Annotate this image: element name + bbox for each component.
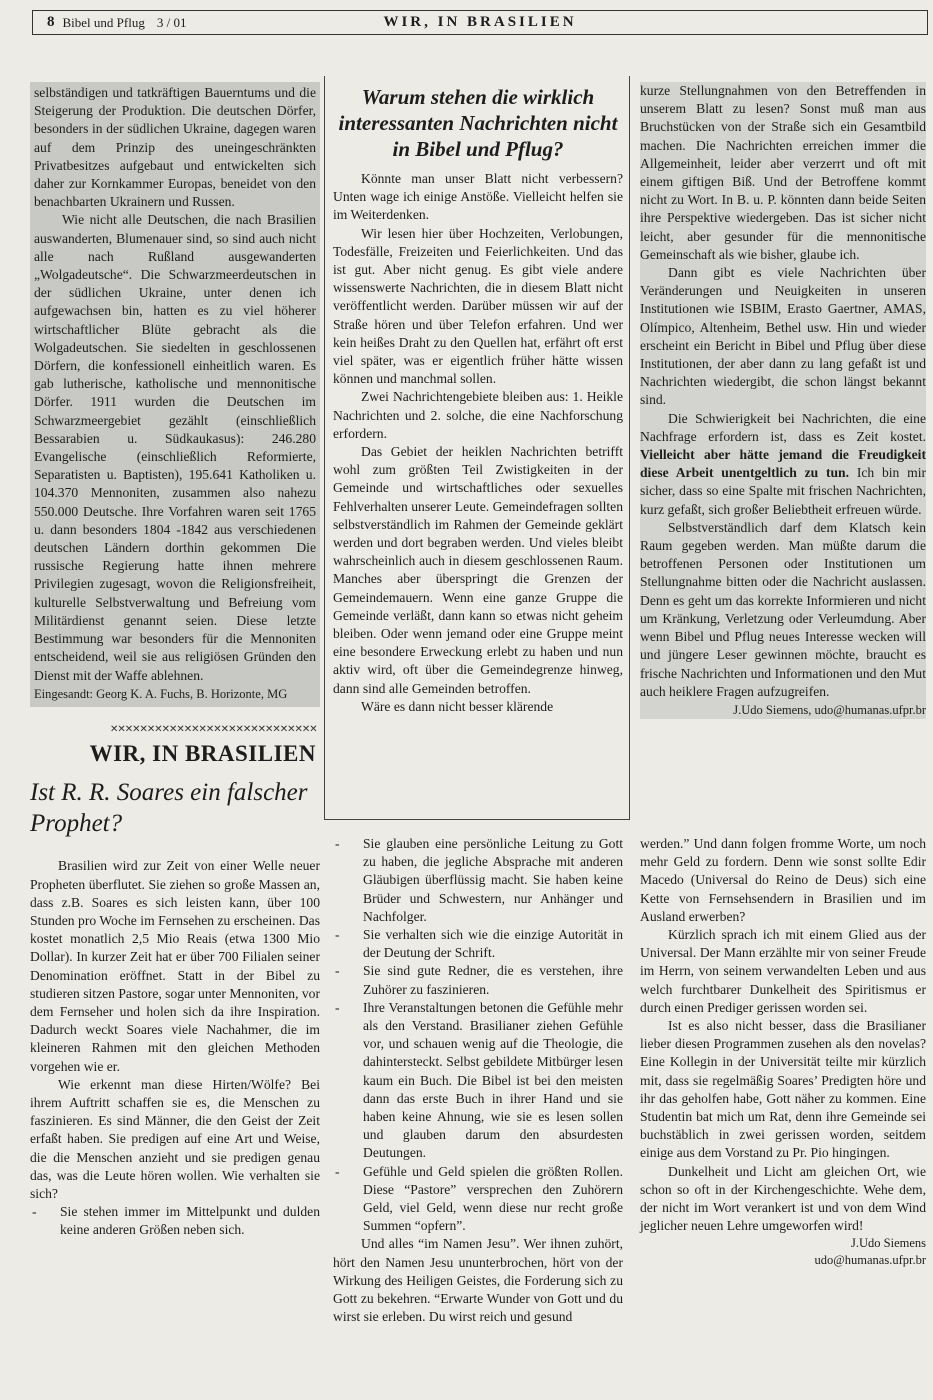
article-paragraph: werden.” Und dann folgen fromme Worte, um noch mehr Geld zu fordern. Denn wie sonst sollte Edir Macedo (Universal do Reino de Deus) sich eine Kette von Fernsehsendern in Brasilien und im Ausland erwerben?	[640, 836, 926, 924]
article-paragraph: Kürzlich sprach ich mit einem Glied aus der Universal. Der Mann erzählte mir von seiner Freude im Herrn, von seinem verwandelten Leben und aus welch furchtbarer Dunkelheit des Spiritismus er durch einen Prediger gerissen worden sei.	[640, 927, 926, 1015]
page-header	[32, 10, 928, 35]
decorative-divider: ✕✕✕✕✕✕✕✕✕✕✕✕✕✕✕✕✕✕✕✕✕✕✕✕✕✕✕✕	[110, 723, 317, 735]
paragraph-text: Ich bin mir sicher, dass so eine Spalte mit frischen Nachrichten, kurz gefaßt, sich großer Beliebtheit erfreuen würde.	[640, 465, 926, 517]
column-right	[640, 82, 926, 719]
column-right-lower	[640, 835, 926, 1269]
author-name: J.Udo Siemens	[851, 1236, 926, 1251]
bullet-list	[333, 835, 623, 1235]
article-title: Ist R. R. Soares ein falscher Prophet?	[30, 779, 308, 838]
article-paragraph: Und alles “im Namen Jesu”. Wer ihnen zuhört, hört den Namen Jesu ununterbrochen, hört von der Wirkung des Heiligen Geistes, die Forderung sich zu Gott zu bekehren. “Erwarte Wunder von Gott und du wirst sie erleben. Du wirst reich und gesund	[333, 1236, 623, 1325]
publication-name: Bibel und Pflug	[62, 14, 145, 30]
list-item: - Gefühle und Geld spielen die größten Rollen. Diese “Pastore” versprechen den Zuhörern Geld, viel Geld, wenn diese nur recht große Summen “opfern”.	[333, 1163, 623, 1236]
article-paragraph: kurze Stellungnahmen von den Betreffenden in unserem Blatt zu lesen? Sonst muß man aus Bruchstücken von der Straße sich ein Gesamtbild machen. Die Nachrichten erreichen immer die Allgemeinheit, leider aber verzerrt und oft mit einem giftigen Biß. Und der Betroffene kommt nicht zu Wort. In B. u. P. könnten dann beide Seiten ihre Perspektive wiedergeben. Das ist sicher nicht leicht, aber gesunder für die mennonitische Gemeinschaft als wie bisher, glaube ich.	[640, 83, 926, 262]
article-paragraph	[640, 410, 926, 519]
header-left	[33, 14, 247, 31]
article-paragraph: Dunkelheit und Licht am gleichen Ort, wie schon so oft in der Kirchengeschichte. Wehe dem, der nicht im Wort verankert ist und von dem Wind jeglicher neuen Lehre umgeworfen wird!	[640, 1163, 926, 1234]
section-title: WIR, IN BRASILIEN	[383, 14, 577, 30]
article-paragraph: Wie erkennt man diese Hirten/Wölfe? Bei ihrem Auftritt schaffen sie es, die Menschen zu faszinieren. Es sind Männer, die den Geist der Zeit erfaßt haben. Sie predigen auf eine Art und Weise, die die Menschen anzieht und sie predigen genau das, was die Leute hören wollen. Wie verhalten sie sich?	[30, 1076, 320, 1201]
section-heading: WIR, IN BRASILIEN	[89, 741, 316, 767]
column-left	[30, 82, 320, 1240]
column-middle	[333, 82, 623, 716]
bold-text: Vielleicht aber hätte jemand die Freudigkeit diese Arbeit unentgeltlich zu tun.	[640, 447, 926, 481]
author-email: udo@humanas.ufpr.br	[814, 1253, 926, 1268]
article-paragraph: Das Gebiet der heiklen Nachrichten betrifft wohl zum größten Teil Zwistigkeiten in der Gemeinde und wirtschaftliches oder sexuelles Fehlverhalten unserer Leute. Gemeindefragen sollten selbstverständlich im Rahmen der Gemeinde geklärt werden und dort begraben werden. Und vieles bleibt wahrscheinlich auch in diesem geschlossenen Raum. Manches aber überspringt die Grenzen der Gemeindemauern. Wenn eine ganze Gruppe die Gemeinde verläßt, dann kann so etwas nicht geheim bleiben. Oder wenn jemand oder eine Gruppe meint eine besondere Erweckung erlebt zu haben und nun aktiv wird, oft über die Gemeindegrenze hinweg, dann sind alle Gemeinden betroffen.	[333, 444, 623, 696]
article-paragraph: Ist es also nicht besser, dass die Brasilianer lieber diesen Programmen zusehen als den novelas? Eine Kollegin in der Universität teilte mir kürzlich mit, dass sie regelmäßig Soares’ Predigten höre und ihr das geholfen habe, Gott näher zu kommen. Eine Studentin bat mich um Rat, denn ihre Gemeinde sei buchstäblich in zwei gerissen worden, seitdem einige aus dem Vorstand zu Pr. Pio hingingen.	[640, 1018, 926, 1161]
article-paragraph: Könnte man unser Blatt nicht verbessern? Unten wage ich einige Anstöße. Vielleicht helfen sie im Weiterdenken.	[333, 171, 623, 223]
continued-article	[30, 82, 320, 707]
article-paragraph: Wäre es dann nicht besser klärende	[361, 698, 554, 714]
list-item: - Sie verhalten sich wie die einzige Autorität in der Deutung der Schrift.	[333, 926, 623, 962]
article-paragraph: Zwei Nachrichtengebiete bleiben aus: 1. Heikle Nachrichten und 2. solche, die eine Nachforschung erfordern.	[333, 389, 623, 441]
article-title: Warum stehen die wirklich interessanten Nachrichten nicht in Bibel und Pflug?	[338, 85, 618, 161]
author-signature: J.Udo Siemens, udo@humanas.ufpr.br	[733, 702, 926, 717]
list-item: - Sie stehen immer im Mittelpunkt und dulden keine anderen Größen neben sich.	[30, 1203, 320, 1239]
article-paragraph: selbständigen und tatkräftigen Bauerntums und die Steigerung der Produktion. Die deutschen Dörfer, besonders in der südlichen Ukraine, dagegen waren auf dem Prinzip des uneingeschränkten Privatbesitzes aufgebaut und entwickelten sich daher zur Kornkammer Europas, beneidet von den benachbarten Ukrainern und Russen.	[34, 85, 316, 210]
article-paragraph: Brasilien wird zur Zeit von einer Welle neuer Propheten überflutet. Sie ziehen so große Massen an, dass z.B. Soares es sich leisten kann, über 100 Stunden pro Woche im Fernsehen zu erscheinen. Das kostet monatlich 2,5 Mio Reais (etwa 1300 Mio Dollar). In kurzer Zeit hat er über 700 Filialen seiner Denomination eröffnet. Statt in der Bibel zu studieren sitzen Pastore, sogar unter Mennoniten, vor dem Fernseher und holen sich da ihre Inspiration. Dadurch weckt Soares viele Nachahmer, die im kleineren Rahmen mit den gleichen Methoden vorgehen wie er.	[30, 858, 320, 1074]
article-credit: Eingesandt: Georg K. A. Fuchs, B. Horizonte, MG	[34, 686, 288, 701]
column-middle-lower	[333, 835, 623, 1326]
list-item: - Sie glauben eine persönliche Leitung zu Gott zu haben, die jegliche Absprache mit anderen Gläubigen überflüssig macht. Sie haben keine Brüder und Schwestern, nur Anhänger und Nachfolger.	[333, 835, 623, 926]
author-signature	[640, 1235, 926, 1269]
list-item: - Ihre Veranstaltungen betonen die Gefühle mehr als den Verstand. Brasilianer ziehen Gefühle vor, und schauen wenig auf die Theologie, die dahintersteckt. Selbst gebildete Mitbürger lesen kaum ein Buch. Die Bibel ist bei den meisten dann das erste Buch in ihrer Hand und sie haben keine Ahnung, wie sie es lesen sollen und glauben darum den absurdesten Deutungen.	[333, 999, 623, 1163]
paragraph-text: Die Schwierigkeit bei Nachrichten, die eine Nachfrage erfordern ist, dass es Zeit kostet.	[640, 410, 926, 444]
article-paragraph: Dann gibt es viele Nachrichten über Veränderungen und Neuigkeiten in unseren Institutionen wie ISBIM, Erasto Gaertner, AMAS, Olímpico, Altenheim, Bethel usw. Hin und wieder erscheint ein Bericht in Bibel und Pflug über diese Institutionen, der aber dann zu lang gefaßt ist und Nachrichten wiedergibt, die schon längst bekannt sind.	[640, 265, 926, 408]
article-paragraph: Wie nicht alle Deutschen, die nach Brasilien auswanderten, Blumenauer sind, so sind auch nicht alle nach Rußland ausgewanderten „Wolgadeutsche“. Die Schwarzmeerdeutschen in der südlichen Ukraine, unter denen ich aufgewachsen bin, hatten es zu viel höherer wirtschaftlicher Blüte gebracht als die Wolgadeutschen. Sie siedelten in geschlossenen Dörfern, die konfessionell einheitlich waren. Es gab lutherische, katholische und mennonitische Dörfer. 1911 wurden die Deutschen im Schwarzmeergebiet gezählt (einschließlich Bessarabien u. Südkaukasus): 246.280 Evangelische (einschließlich Reformierte, Separatisten u. Baptisten), 195.641 Katholiken u. 104.370 Mennoniten, zusammen also nahezu 550.000 Deutsche. Ihre Vorfahren waren seit 1765 u. dann besonders 1804 -1842 aus verschiedenen deutschen Ländern dorthin gekommen Die russische Regierung hatte ihnen mehrere Privilegien zugesagt, wovon die Religionsfreiheit, kulturelle Selbstverwaltung und Befreiung vom Militärdienst genannt seien. Diese letzte Bestimmung war besonders für die Mennoniten entscheidend, weil sie aus religiösen Gründen den Dienst mit der Waffe ablehnen.	[34, 212, 316, 683]
bullet-list	[30, 1203, 320, 1239]
page-number: 8	[47, 14, 55, 30]
article-paragraph: Wir lesen hier über Hochzeiten, Verlobungen, Todesfälle, Freizeiten und Feierlichkeiten. Und das ist gut. Aber nicht genug. Es gibt viele andere wissenswerte Nachrichten, die in diesem Blatt nicht veröffentlicht werden. Darüber müssen wir auf der Straße hören und über Telefon erfahren. Und wer kein heißes Draht zu den Quellen hat, erfährt oft erst viel später, was er eigentlich früher hätte wissen können und manchmal sollen.	[333, 225, 623, 387]
list-item: - Sie sind gute Redner, die es verstehen, ihre Zuhörer zu faszinieren.	[333, 962, 623, 998]
issue-number: 3 / 01	[156, 14, 187, 30]
article-paragraph: Selbstverständlich darf dem Klatsch kein Raum gegeben werden. Man müßte darum die betroffenen Personen oder Institutionen um Stellungnahme bitten oder die Nachricht auslassen. Denn es geht um das korrekte Informieren und nicht um Kränkung, Verletzung oder Verleumdung. Aber wenn Bibel und Pflug neues Interesse wecken will und jüngere Leser gewinnen möchte, braucht es frische Nachrichten und Informationen und den Mut auch heiklere Fragen aufzugreifen.	[640, 519, 926, 699]
